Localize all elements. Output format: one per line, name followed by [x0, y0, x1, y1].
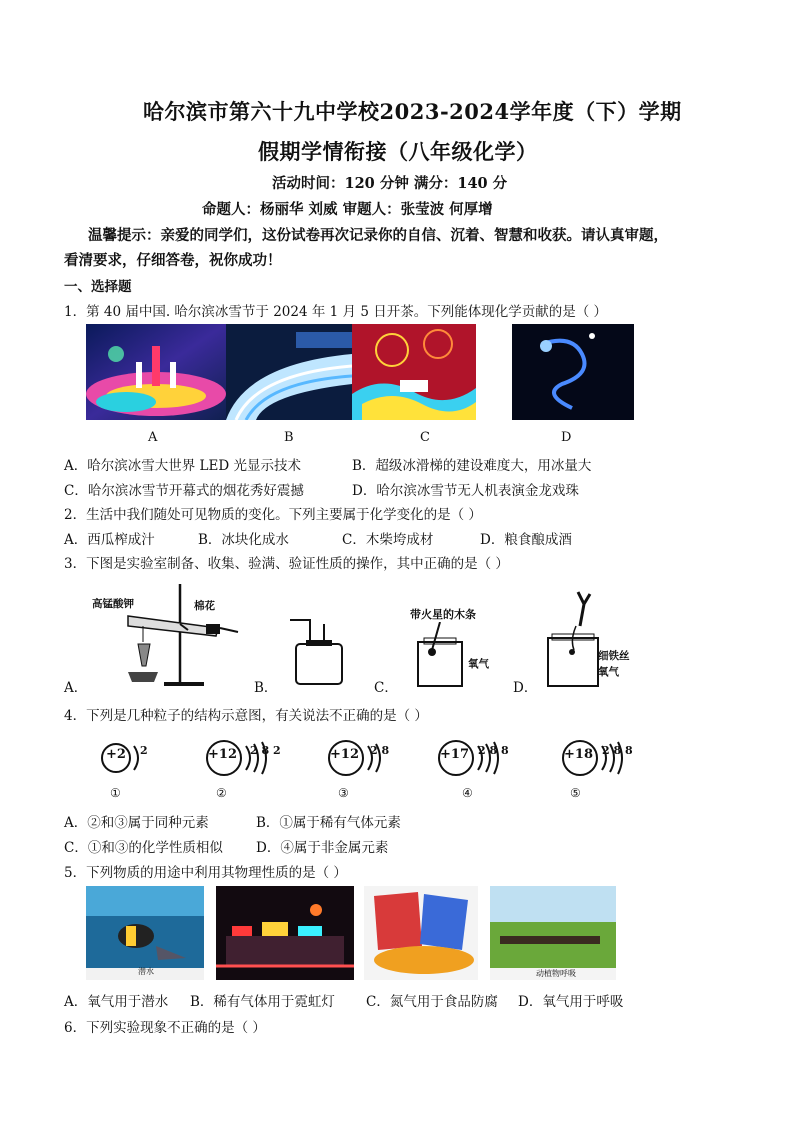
q1-image-b	[226, 324, 352, 420]
q4-option-b[interactable]: B．①属于稀有气体元素	[256, 815, 401, 831]
q4-particle-5-nucleus: +18	[564, 747, 593, 762]
q4-particle-4-label: ④	[462, 786, 473, 800]
q2-option-c[interactable]: C．木柴垮成材	[342, 532, 434, 548]
q3-fig-d-label-wire: 细铁丝	[598, 650, 630, 662]
q1-image-c	[352, 324, 476, 420]
q4-particle-4-shells: 2 8 8	[478, 744, 509, 757]
q2-stem: 2．生活中我们随处可见物质的变化。下列主要属于化学变化的是（ ）	[64, 507, 482, 523]
q5-stem: 5．下列物质的用途中利用其物理性质的是（ ）	[64, 865, 347, 881]
q1-option-c[interactable]: C．哈尔滨冰雪节开幕式的烟花秀好震撼	[64, 483, 304, 499]
q2-option-b[interactable]: B．冰块化成水	[198, 532, 289, 548]
q4-particle-2-label: ②	[216, 786, 227, 800]
q4-particle-3-nucleus: +12	[330, 747, 359, 762]
q1-stem: 1．第 40 届中国. 哈尔滨冰雪节于 2024 年 1 月 5 日开茶。下列能体现化学贡献的是（ ）	[64, 304, 608, 320]
q6-stem: 6．下列实验现象不正确的是（ ）	[64, 1020, 266, 1036]
q3-option-d[interactable]: D．	[513, 680, 538, 696]
q4-option-a[interactable]: A．②和③属于同种元素	[64, 815, 209, 831]
q3-fig-c-label-splint: 带火星的木条	[410, 608, 476, 621]
q1-label-c: C	[420, 430, 430, 445]
q4-particle-1-shells: 2	[140, 744, 148, 757]
q4-particle-5-label: ⑤	[570, 786, 581, 800]
time-score: 活动时间：120 分钟 满分：140 分	[272, 175, 508, 192]
q3-option-b[interactable]: B．	[254, 680, 278, 696]
q3-option-c[interactable]: C．	[374, 680, 398, 696]
q4-particle-4-nucleus: +17	[440, 747, 469, 762]
q3-stem: 3．下图是实验室制备、收集、验满、验证性质的操作，其中正确的是（ ）	[64, 556, 509, 572]
q3-option-a[interactable]: A．	[64, 680, 88, 696]
q1-option-a[interactable]: A．哈尔滨冰雪大世界 LED 光显示技术	[64, 458, 301, 474]
q2-option-a[interactable]: A．西瓜榨成汁	[64, 532, 155, 548]
q1-label-b: B	[284, 430, 294, 445]
tip-line-1: 温馨提示：亲爱的同学们，这份试卷再次记录你的自信、沉着、智慧和收获。请认真审题，	[88, 227, 668, 244]
tip-line-2: 看清要求，仔细答卷，祝你成功！	[64, 252, 282, 269]
q3-fig-c-label-oxygen: 氧气	[468, 658, 489, 670]
q5-caption-a: 潜水	[138, 967, 154, 976]
section-title: 一、选择题	[64, 279, 132, 295]
q4-particle-3-shells: 2 8	[370, 744, 390, 757]
q5-caption-d: 动植物呼吸	[536, 969, 576, 978]
q1-option-b[interactable]: B．超级冰滑梯的建设难度大，用冰量大	[352, 458, 592, 474]
q4-particle-5-shells: 2 8 8	[602, 744, 633, 757]
q5-option-a[interactable]: A．氧气用于潜水	[64, 994, 169, 1010]
q1-image-d	[512, 324, 634, 420]
q5-image-d	[490, 886, 616, 980]
q1-image-a	[86, 324, 226, 420]
q1-label-d: D	[561, 430, 572, 445]
q4-particle-1-nucleus: +2	[106, 747, 126, 762]
q4-particle-2-shells: 2 8 2	[250, 744, 281, 757]
q5-image-b	[216, 886, 354, 980]
q2-option-d[interactable]: D．粮食酿成酒	[480, 532, 572, 548]
q3-figure-b	[280, 614, 354, 686]
q5-option-c[interactable]: C．氮气用于食品防腐	[366, 994, 498, 1010]
q5-option-b[interactable]: B．稀有气体用于霓虹灯	[190, 994, 335, 1010]
q5-image-c	[364, 886, 478, 980]
q3-fig-d-label-oxygen: 氧气	[598, 666, 619, 678]
q4-particle-2-nucleus: +12	[208, 747, 237, 762]
q3-fig-a-label-cotton: 棉花	[194, 600, 215, 612]
page-subtitle: 假期学情衔接（八年级化学）	[258, 139, 538, 164]
page-title: 哈尔滨市第六十九中学校2023-2024学年度（下）学期	[143, 99, 682, 124]
q4-particle-1-label: ①	[110, 786, 121, 800]
q1-label-a: A	[148, 430, 158, 445]
q4-option-c[interactable]: C．①和③的化学性质相似	[64, 840, 223, 856]
q4-stem: 4．下列是几种粒子的结构示意图，有关说法不正确的是（ ）	[64, 708, 428, 724]
q3-fig-a-label-kmno4: 高锰酸钾	[92, 598, 134, 610]
q1-option-d[interactable]: D．哈尔滨冰雪节无人机表演金龙戏珠	[352, 483, 579, 499]
q4-option-d[interactable]: D．④属于非金属元素	[256, 840, 389, 856]
authors: 命题人：杨丽华 刘威 审题人：张莹波 何厚增	[202, 201, 493, 218]
q3-figure-c	[410, 622, 500, 688]
q4-particle-3-label: ③	[338, 786, 349, 800]
q5-option-d[interactable]: D．氧气用于呼吸	[518, 994, 624, 1010]
